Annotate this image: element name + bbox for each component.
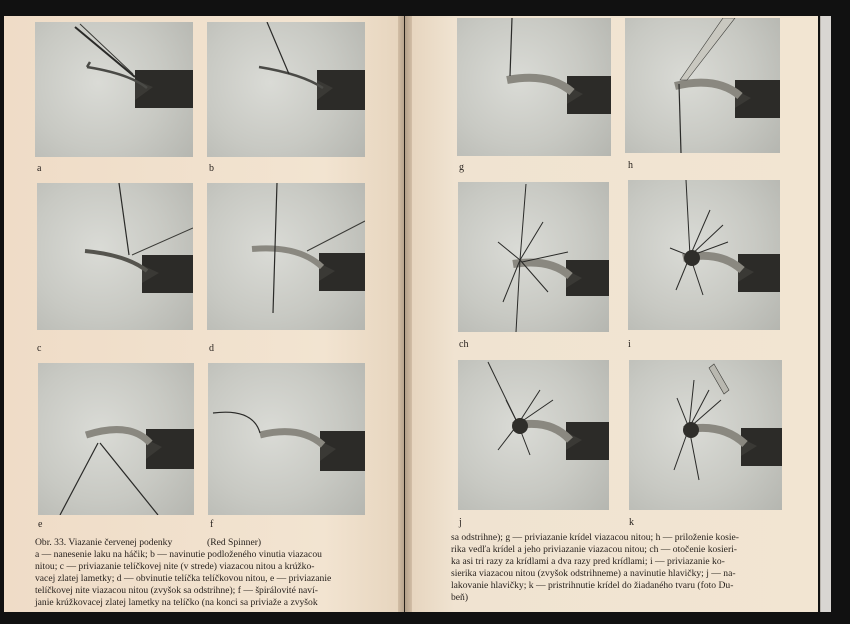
fly-hook-image [629, 360, 782, 510]
caption-line: sierika viazacou nitou (zvyšok odstrihneme) a navinutie hlavičky; j — na- [451, 568, 736, 579]
panel-label: e [38, 519, 43, 530]
photo-panel-c [37, 183, 193, 330]
page-edge [820, 16, 831, 612]
caption-title [35, 537, 262, 548]
fly-hook-image [208, 363, 365, 515]
photo-panel-f [208, 363, 365, 515]
caption-title-text: Obr. 33. Viazanie červenej podenky [35, 537, 173, 548]
panel-label: b [209, 163, 214, 174]
photo-panel-d [207, 183, 365, 330]
panel-label: j [459, 517, 462, 528]
panel-label: g [459, 162, 464, 173]
caption-subtitle: (Red Spinner) [207, 537, 262, 548]
panel-label: i [628, 339, 631, 350]
fly-hook-image [458, 182, 609, 332]
caption-line: a — nanesenie laku na háčik; b — navinutie podloženého vinutia viazacou [35, 549, 322, 560]
caption-line: vacej zlatej lametky; d — obvinutie telíčka telíčkovou nitou, e — priviazanie [35, 573, 332, 584]
fly-hook-image [625, 18, 780, 153]
fly-hook-image [457, 18, 611, 156]
caption-line: rika vedľa krídel a jeho priviazanie viazacou nitou; ch — otočenie kosieri- [451, 544, 737, 555]
caption-line: lakovanie hlavičky; k — pristrihnutie krídel do žiadaného tvaru (foto Du- [451, 580, 734, 591]
fly-hook-image [37, 183, 193, 330]
book-gutter [398, 16, 412, 612]
fly-hook-image [35, 22, 193, 157]
fly-hook-image [207, 22, 365, 157]
caption-line: nitou; c — priviazanie telíčkovej nite (v strede) viazacou nitou a krúžko- [35, 561, 315, 572]
caption-line: beň) [451, 592, 469, 603]
photo-panel-ch [458, 182, 609, 332]
photo-panel-g [457, 18, 611, 156]
fly-hook-image [628, 180, 780, 330]
panel-label: h [628, 160, 633, 171]
fly-hook-image [458, 360, 609, 510]
photo-panel-a [35, 22, 193, 157]
panel-label: f [210, 519, 214, 530]
panel-label: k [629, 517, 634, 528]
caption-line: sa odstrihne); g — priviazanie krídel viazacou nitou; h — priloženie kosie- [451, 532, 739, 543]
panel-label: c [37, 343, 42, 354]
photo-panel-b [207, 22, 365, 157]
fly-hook-image [38, 363, 194, 515]
photo-panel-i [628, 180, 780, 330]
photo-panel-h [625, 18, 780, 153]
panel-label: a [37, 163, 42, 174]
panel-label: d [209, 343, 214, 354]
fly-hook-image [207, 183, 365, 330]
photo-panel-j [458, 360, 609, 510]
photo-panel-k [629, 360, 782, 510]
caption-line: telíčkovej nite viazacou nitou (zvyšok sa odstrihne); f — špirálovité naví- [35, 585, 318, 596]
panel-label: ch [459, 339, 469, 350]
photo-panel-e [38, 363, 194, 515]
caption-line: ka asi tri razy za krídlami a dva razy pred krídlami; i — priviazanie ko- [451, 556, 725, 567]
caption-line: janie krúžkovacej zlatej lametky na telíčko (na konci sa priviaže a zvyšok [35, 597, 318, 608]
